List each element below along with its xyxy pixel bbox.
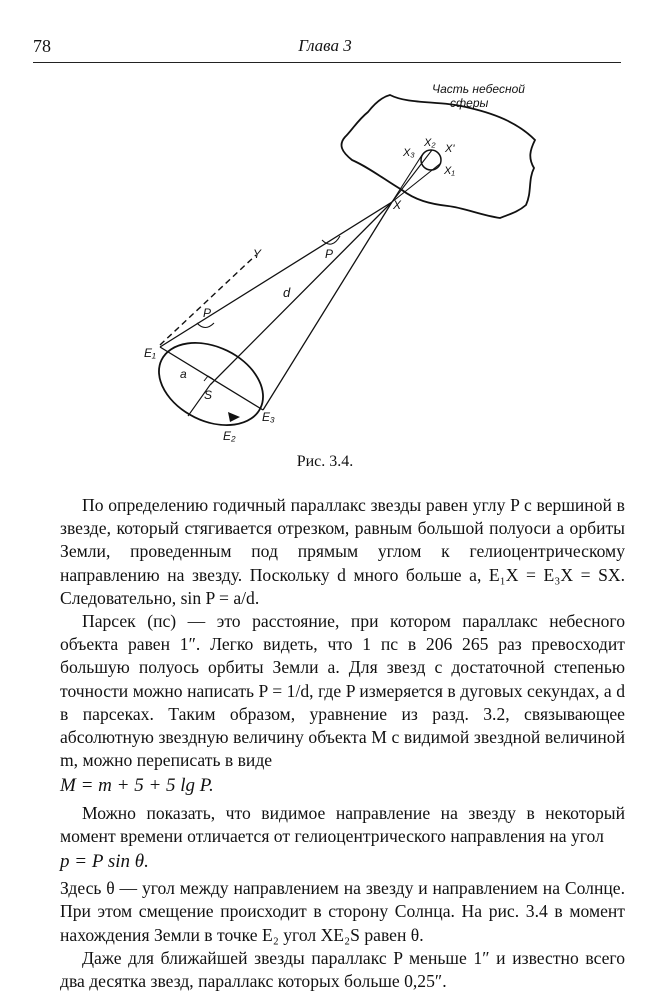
label-e1: E₁ — [144, 346, 156, 360]
formula-shift: p = P sin θ. — [60, 851, 149, 873]
label-s: S — [204, 388, 213, 402]
paragraph-4: Здесь θ — угол между направлением на звезду и направлением на Солнце. При этом смещение происходит в сторону Солнца. На рис. 3.4 в момент нахождения Земли в точке E₂ угол XE₂S равен θ. — [60, 878, 625, 945]
paragraph-1: По определению годичный параллакс звезды равен углу P с вершиной в звезде, который стягивается отрезком, равным большой полуоси a орбиты Земли, проведенным под прямым углом к гелиоцентрическому направлению на звезду. Поскольку d много больше a, E₁X = E₃X = SX. Следовательно, sin P = a/d. — [60, 495, 625, 608]
label-e2: E₂ — [223, 429, 236, 443]
label-e3: E₃ — [262, 410, 275, 424]
label-a: a — [180, 367, 187, 381]
page-number: 78 — [33, 36, 51, 56]
running-head: Глава 3 — [298, 36, 352, 55]
label-sky-line2: сферы — [450, 96, 489, 110]
label-y: Y — [253, 247, 262, 261]
label-p-lower: P — [203, 306, 212, 320]
label-d: d — [283, 285, 291, 300]
label-x-prime: X' — [445, 143, 455, 155]
body-text — [60, 494, 625, 993]
label-sky-line1: Часть небесной — [432, 82, 525, 96]
formula-magnitude: M = m + 5 + 5 lg P. — [60, 775, 214, 797]
celestial-sphere-fragment — [341, 95, 535, 218]
label-x: X — [393, 198, 402, 212]
header-rule — [33, 62, 621, 63]
label-p-upper: P — [325, 247, 334, 261]
paragraph-3: Можно показать, что видимое направление на звезду в некоторый момент времени отличается от гелиоцентрического направления на угол — [60, 802, 625, 846]
label-x3: X₃ — [403, 147, 415, 159]
paragraph-5: Даже для ближайшей звезды параллакс P меньше 1″ и известно всего два десятка звезд, параллакс которых больше 0,25″. — [60, 947, 625, 992]
parallax-figure — [0, 70, 650, 450]
paragraph-2: Парсек (пс) — это расстояние, при котором параллакс небесного объекта равен 1″. Легко видеть, что 1 пс в 206 265 раз превосходит большую полуось орбиты Земли a. Для звезд с достаточной степенью точности можно написать P = 1/d, где P измеряется в дуговых секундах, а d в парсеках. Таким образом, уравнение из разд. 3.2, связывающее абсолютную звездную величину объекта M с видимой звездной величиной m, можно переписать в виде — [60, 611, 625, 771]
figure-caption: Рис. 3.4. — [296, 453, 354, 470]
label-x1: X₁ — [444, 165, 455, 177]
label-x2: X₂ — [424, 137, 436, 149]
